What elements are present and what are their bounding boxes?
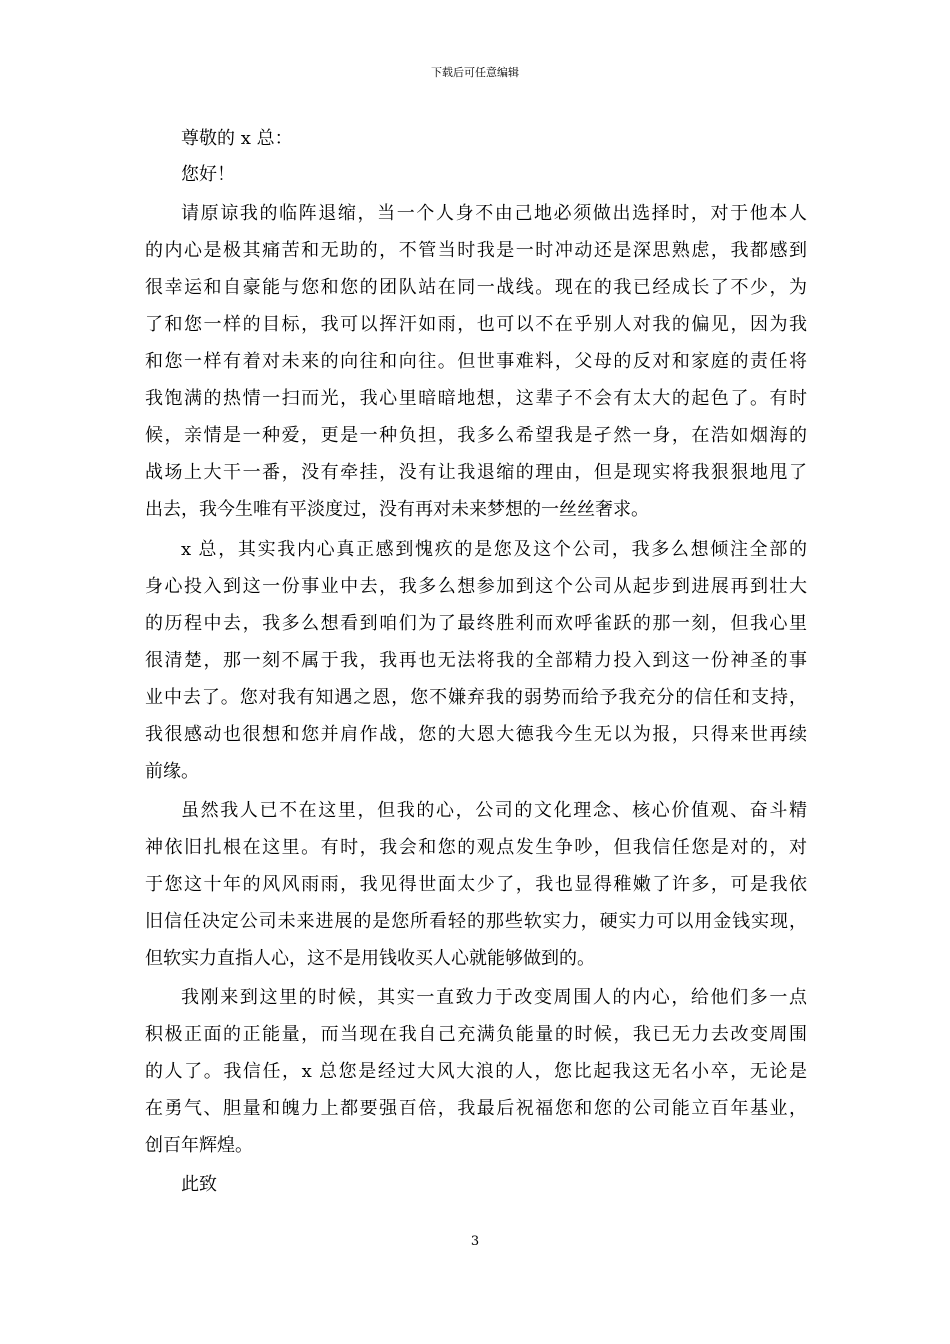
paragraph-1-line-3: 很幸运和自豪能与您和您的团队站在同一战线。现在的我已经成长了不少，为 — [145, 277, 807, 298]
paragraph-1-line-1: 请原谅我的临阵退缩，当一个人身不由己地必须做出选择时，对于他本人 — [181, 203, 807, 224]
paragraph-1-line-4: 了和您一样的目标，我可以挥汗如雨，也可以不在乎别人对我的偏见，因为我 — [145, 314, 807, 335]
paragraph-3-line-1: 虽然我人已不在这里，但我的心，公司的文化理念、核心价值观、奋斗精 — [181, 800, 807, 821]
paragraph-2-line-1: x 总，其实我内心真正感到愧疚的是您及这个公司，我多么想倾注全部的 — [181, 539, 807, 560]
paragraph-2-line-7: 前缘。 — [145, 761, 199, 782]
paragraph-1-line-2: 的内心是极其痛苦和无助的，不管当时我是一时冲动还是深思熟虑，我都感到 — [145, 240, 807, 261]
salutation: 尊敬的 x 总： — [181, 128, 293, 149]
paragraph-3-line-4: 旧信任决定公司未来进展的是您所看轻的那些软实力，硬实力可以用金钱实现， — [145, 911, 807, 932]
paragraph-4-line-2: 积极正面的正能量，而当现在我自己充满负能量的时候，我已无力去改变周围 — [145, 1024, 807, 1045]
page-number: 3 — [470, 1234, 480, 1249]
paragraph-2-line-2: 身心投入到这一份事业中去，我多么想参加到这个公司从起步到进展再到壮大 — [145, 576, 807, 597]
greeting: 您好！ — [181, 164, 235, 185]
closing: 此致 — [181, 1174, 217, 1195]
paragraph-2-line-6: 我很感动也很想和您并肩作战，您的大恩大德我今生无以为报，只得来世再续 — [145, 724, 807, 745]
paragraph-2-line-3: 的历程中去，我多么想看到咱们为了最终胜利而欢呼雀跃的那一刻，但我心里 — [145, 613, 807, 634]
page-header-note: 下载后可任意编辑 — [431, 66, 519, 79]
paragraph-4-line-3: 的人了。我信任，x 总您是经过大风大浪的人，您比起我这无名小卒，无论是 — [145, 1061, 807, 1082]
paragraph-4-line-4: 在勇气、胆量和魄力上都要强百倍，我最后祝福您和您的公司能立百年基业， — [145, 1098, 807, 1119]
paragraph-3-line-3: 于您这十年的风风雨雨，我见得世面太少了，我也显得稚嫩了许多，可是我依 — [145, 874, 807, 895]
paragraph-2-line-5: 业中去了。您对我有知遇之恩，您不嫌弃我的弱势而给予我充分的信任和支持， — [145, 687, 807, 708]
paragraph-2-line-4: 很清楚，那一刻不属于我，我再也无法将我的全部精力投入到这一份神圣的事 — [145, 650, 807, 671]
paragraph-1-line-9: 出去，我今生唯有平淡度过，没有再对未来梦想的一丝丝奢求。 — [145, 499, 649, 520]
paragraph-3-line-2: 神依旧扎根在这里。有时，我会和您的观点发生争吵，但我信任您是对的，对 — [145, 837, 807, 858]
paragraph-3-line-5: 但软实力直指人心，这不是用钱收买人心就能够做到的。 — [145, 948, 595, 969]
paragraph-1-line-8: 战场上大干一番，没有牵挂，没有让我退缩的理由，但是现实将我狠狠地甩了 — [145, 462, 807, 483]
paragraph-1-line-6: 我饱满的热情一扫而光，我心里暗暗地想，这辈子不会有太大的起色了。有时 — [145, 388, 807, 409]
paragraph-1-line-5: 和您一样有着对未来的向往和向往。但世事难料，父母的反对和家庭的责任将 — [145, 351, 807, 372]
paragraph-1-line-7: 候，亲情是一种爱，更是一种负担，我多么希望我是孑然一身，在浩如烟海的 — [145, 425, 807, 446]
paragraph-4-line-5: 创百年辉煌。 — [145, 1135, 253, 1156]
paragraph-4-line-1: 我刚来到这里的时候，其实一直致力于改变周围人的内心，给他们多一点 — [181, 987, 807, 1008]
